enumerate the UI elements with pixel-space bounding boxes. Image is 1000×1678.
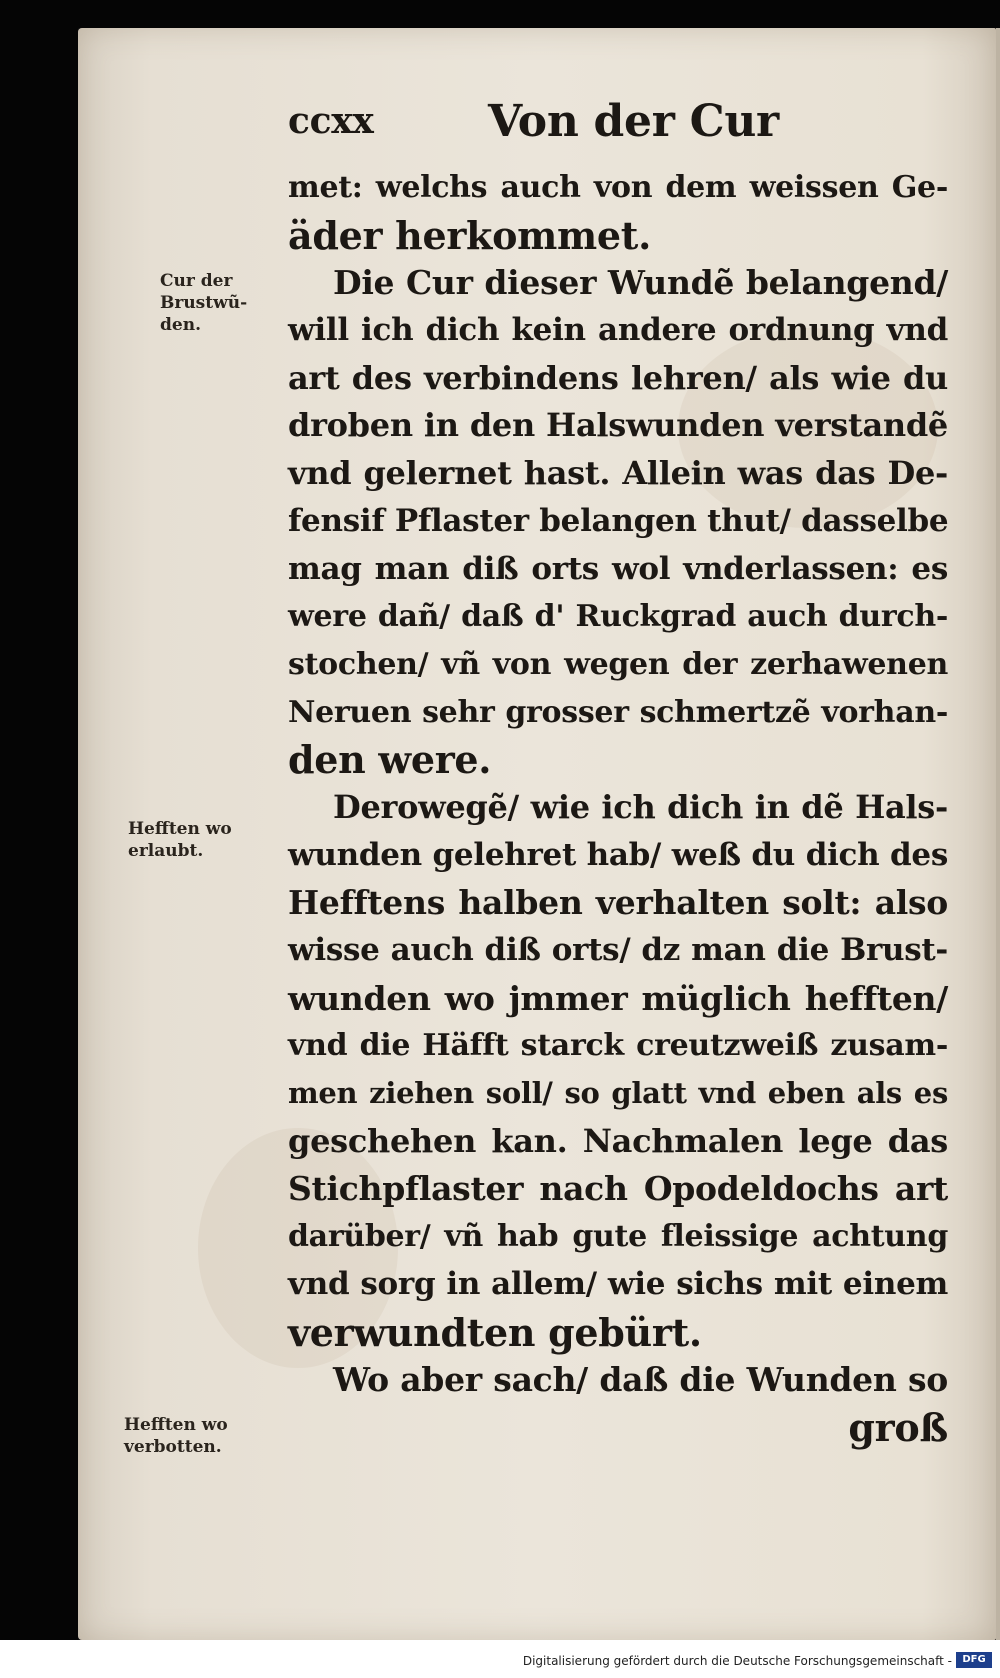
text-line: met: welchs auch von dem weissen Ge-	[288, 170, 948, 205]
text-line: droben in den Halswunden verstandẽ	[288, 406, 948, 445]
body-text	[288, 164, 948, 1452]
margin-note-line: erlaubt.	[128, 841, 204, 861]
scan-background-top	[0, 0, 1000, 28]
text-line: men ziehen soll/ so glatt vnd eben als es	[288, 1076, 948, 1111]
text-line: darüber/ vñ hab gute fleissige achtung	[288, 1219, 948, 1255]
text-line: mag man diß orts wol vnderlassen: es	[288, 550, 948, 587]
text-line: äder herkommet.	[288, 212, 651, 258]
margin-note-cur	[160, 270, 270, 336]
text-line: den were.	[288, 737, 492, 783]
scan-background-left	[0, 0, 78, 1678]
digitization-credit: Digitalisierung gefördert durch die Deutsche Forschungsgemeinschaft -	[522, 1654, 952, 1668]
margin-note-line: den.	[160, 315, 201, 335]
text-line: wunden wo jmmer müglich hefften/	[288, 978, 948, 1018]
page-header	[288, 96, 908, 150]
text-line: stochen/ vñ von wegen der zerhawenen	[288, 646, 948, 682]
text-line: were dañ/ daß d' Ruckgrad auch durch-	[288, 599, 948, 635]
text-line: fensif Pflaster belangen thut/ dasselbe	[288, 502, 949, 539]
text-line: vnd sorg in allem/ wie sichs mit einem	[288, 1265, 948, 1302]
text-line: verwundten gebürt.	[288, 1309, 702, 1355]
text-line: Die Cur dieser Wundẽ belangend/	[333, 263, 948, 303]
page-edge	[996, 28, 1000, 1640]
text-line: Neruen sehr grosser schmertzẽ vorhan-	[288, 694, 948, 730]
text-line: Wo aber sach/ daß die Wunden so	[333, 1360, 948, 1400]
dfg-logo-icon: DFG	[956, 1652, 992, 1668]
margin-note-line: verbotten.	[124, 1437, 222, 1457]
margin-note-hefften-verbotten	[124, 1414, 234, 1458]
margin-note-line: Cur der	[160, 271, 233, 291]
margin-note-hefften-erlaubt	[128, 818, 238, 862]
folio-number: ccxx	[288, 100, 374, 142]
text-line: vnd gelernet hast. Allein was das De-	[288, 454, 948, 493]
text-line: wunden gelehret hab/ weß du dich des	[288, 836, 948, 873]
text-line: wisse auch diß orts/ dz man die Brust-	[288, 932, 948, 968]
text-line: geschehen kan. Nachmalen lege das	[288, 1121, 948, 1160]
text-line: art des verbindens lehren/ als wie du	[288, 358, 948, 397]
catchword: groß	[848, 1404, 948, 1450]
text-line: vnd die Häfft starck creutzweiß zusam-	[288, 1028, 948, 1064]
text-line: Stichpflaster nach Opodeldochs art	[288, 1169, 948, 1209]
margin-note-line: Brustwũ-	[160, 293, 248, 313]
text-line: will ich dich kein andere ordnung vnd	[288, 312, 948, 349]
margin-note-line: Hefften wo	[124, 1415, 228, 1435]
margin-note-line: Hefften wo	[128, 819, 232, 839]
text-line: Derowegẽ/ wie ich dich in dẽ Hals-	[333, 787, 948, 826]
text-line: Hefftens halben verhalten solt: also	[288, 883, 948, 923]
running-title: Von der Cur	[488, 96, 779, 147]
